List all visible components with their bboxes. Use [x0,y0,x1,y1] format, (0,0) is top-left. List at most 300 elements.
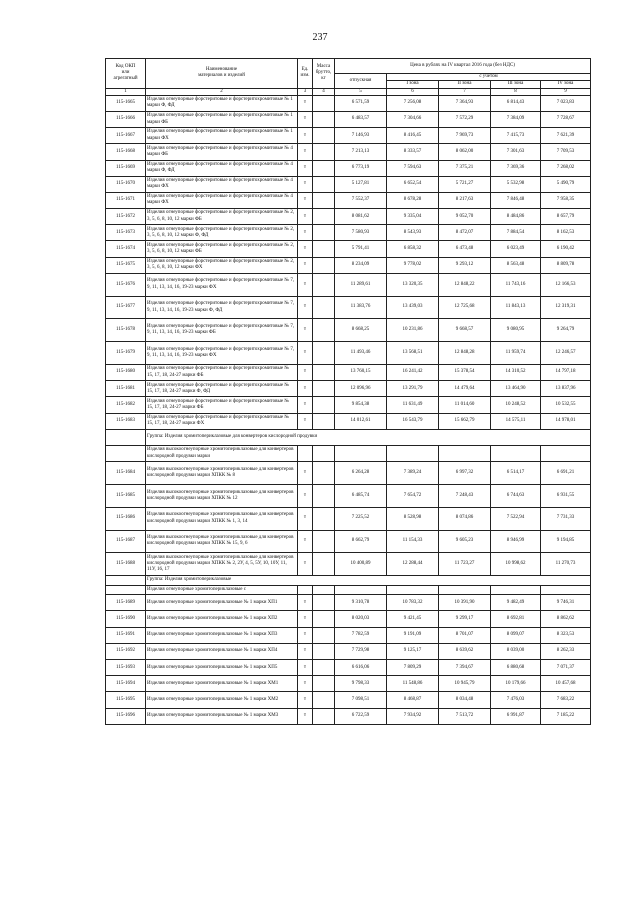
item-price: 7 185,22 [541,708,591,724]
item-name: Изделия огнеупорные форстеритовые и форстеритохромитовые № 2, 3, 5, 6, 8, 10, 12 марки ФБ [146,209,298,225]
item-unit: т [298,507,313,530]
item-price: 10 945,79 [439,676,491,692]
col-number: 3 [298,88,313,95]
item-mass [313,585,335,595]
item-price: 15 378,54 [439,365,491,381]
item-price: 9 293,12 [439,257,491,273]
item-code: 115-1674 [106,241,146,257]
item-price: 8 162,53 [541,225,591,241]
item-price: 11 843,13 [491,296,541,319]
item-price: 7 364,93 [439,95,491,111]
item-unit: т [298,530,313,553]
table-row [106,365,591,381]
item-code: 115-1679 [106,342,146,365]
item-price: 6 571,59 [335,95,387,111]
item-price [541,585,591,595]
item-price: 6 485,74 [335,484,387,507]
item-name: Изделия высокоогнеупорные хромитопериклазовые для конвертеров кислородной продувки марки [146,445,298,461]
item-code: 115-1688 [106,553,146,576]
item-price: 6 858,32 [387,241,439,257]
item-unit: т [298,708,313,724]
item-price: 7 071,37 [541,660,591,676]
item-price: 7 268,02 [541,160,591,176]
item-price: 7 782,59 [335,627,387,643]
item-code: 115-1691 [106,627,146,643]
item-price: 7 476,03 [491,692,541,708]
item-mass [313,192,335,208]
item-unit: т [298,381,313,397]
table-row [106,708,591,724]
item-unit: т [298,257,313,273]
item-price: 13 291,79 [387,381,439,397]
item-name: Изделия огнеупорные хромитопериклазовые № 1 марки ХП1 [146,595,298,611]
item-code: 115-1668 [106,144,146,160]
item-code: 115-1684 [106,462,146,485]
item-name: Изделия огнеупорные хромитопериклазовые № 1 марки ХМ2 [146,692,298,708]
item-price: 7 884,54 [491,225,541,241]
item-unit: т [298,660,313,676]
table-row [106,692,591,708]
item-price: 7 809,29 [387,660,439,676]
item-code: 115-1678 [106,319,146,342]
item-price: 12 288,44 [387,553,439,576]
item-price: 8 262,33 [541,643,591,659]
table-row [106,144,591,160]
item-price: 7 934,92 [387,708,439,724]
item-name: Изделия огнеупорные форстеритовые и форстеритохромитовые № 4 марки ФХ [146,176,298,192]
item-mass [313,225,335,241]
item-price: 8 062,00 [439,144,491,160]
header-code: Код ОКП или агрегатный [106,59,146,89]
item-price: 7 394,67 [439,660,491,676]
table-row [106,507,591,530]
item-price: 12 319,31 [541,296,591,319]
item-mass [313,365,335,381]
item-price: 8 692,81 [491,611,541,627]
item-unit: т [298,553,313,576]
table-row [106,397,591,413]
item-price: 13 837,96 [541,381,591,397]
item-code: 115-1683 [106,413,146,429]
item-price: 7 621,39 [541,128,591,144]
item-name: Изделия огнеупорные хромитопериклазовые № 1 марки ХМ1 [146,676,298,692]
item-price [439,585,491,595]
table-row [106,553,591,576]
item-unit: т [298,627,313,643]
item-code: 115-1681 [106,381,146,397]
item-mass [313,397,335,413]
item-price: 9 299,17 [439,611,491,627]
col-number: 9 [541,88,591,95]
column-numbers-row [106,88,591,95]
table-row [106,192,591,208]
item-price: 9 605,23 [439,530,491,553]
col-number: 5 [335,88,387,95]
item-price: 8 323,53 [541,627,591,643]
item-price: 10 231,86 [387,319,439,342]
item-name: Изделия огнеупорные форстеритовые и форстеритохромитовые № 15, 17, 18, 24-27 марки ФБ [146,397,298,413]
item-price: 9 798,33 [335,676,387,692]
table-row [106,462,591,485]
item-code: 115-1696 [106,708,146,724]
item-unit: т [298,397,313,413]
item-price: 7 369,36 [491,160,541,176]
item-mass [313,692,335,708]
item-price: 8 668,25 [335,319,387,342]
item-mass [313,209,335,225]
item-price: 16 241,42 [387,365,439,381]
item-price: 7 969,73 [439,128,491,144]
item-price [439,445,491,461]
item-unit: т [298,296,313,319]
item-mass [313,530,335,553]
item-price: 7 580,93 [335,225,387,241]
item-mass [313,643,335,659]
table-row [106,273,591,296]
item-name: Изделия огнеупорные форстеритовые и форстеритохромитовые № 15, 17, 18, 24-27 марки ФБ [146,365,298,381]
item-price: 9 335,04 [387,209,439,225]
item-price [541,445,591,461]
item-price: 9 052,70 [439,209,491,225]
item-unit: т [298,413,313,429]
table-row [106,445,591,461]
item-name: Изделия огнеупорные форстеритовые и форстеритохромитовые № 7, 9, 11, 13, 14, 16, 19-23 марки Ф, ФД [146,296,298,319]
item-code: 115-1673 [106,225,146,241]
item-price [387,585,439,595]
item-price: 7 389,24 [387,462,439,485]
item-price: 8 809,78 [541,257,591,273]
item-price: 13 568,51 [387,342,439,365]
item-price: 7 225,52 [335,507,387,530]
item-price: 14 310,52 [491,365,541,381]
item-price: 14 978,01 [541,413,591,429]
item-price: 11 014,60 [439,397,491,413]
item-price: 12 096,96 [335,381,387,397]
item-name: Изделия огнеупорные форстеритовые и форстеритохромитовые № 1 марки ФБ [146,111,298,127]
table-row [106,484,591,507]
item-price [335,585,387,595]
item-code: 115-1687 [106,530,146,553]
group-row [106,429,591,445]
item-price: 5 791,41 [335,241,387,257]
item-price: 10 532,55 [541,397,591,413]
item-unit: т [298,144,313,160]
item-price: 8 039,00 [491,643,541,659]
item-price: 10 457,68 [541,676,591,692]
item-price: 12 848,22 [439,273,491,296]
item-price: 9 854,38 [335,397,387,413]
item-price: 12 848,28 [439,342,491,365]
header-name: Наименование материалов и изделий [146,59,298,89]
col-number: 4 [313,88,335,95]
item-mass [313,95,335,111]
item-price [387,445,439,461]
item-name: Изделия огнеупорные форстеритовые и форстеритохромитовые № 1 марки Ф, ФД [146,95,298,111]
group-code-cell [106,576,146,586]
item-price: 7 023,83 [541,95,591,111]
item-price: 6 514,17 [491,462,541,485]
item-code: 115-1669 [106,160,146,176]
item-price: 11 493,46 [335,342,387,365]
item-mass [313,413,335,429]
table-row [106,176,591,192]
item-name: Изделия огнеупорные форстеритовые и форстеритохромитовые № 15, 17, 18, 24-27 марки ФХ [146,413,298,429]
item-price: 8 416,45 [387,128,439,144]
item-price: 11 743,16 [491,273,541,296]
item-mass [313,507,335,530]
item-name: Изделия огнеупорные форстеритовые и форстеритохромитовые № 7, 9, 11, 13, 14, 16, 19-23 марки ФХ [146,273,298,296]
table-row [106,595,591,611]
item-name: Изделия огнеупорные форстеритовые и форстеритохромитовые № 4 марки ФБ [146,144,298,160]
item-price: 11 959,74 [491,342,541,365]
table-row [106,643,591,659]
item-name: Изделия высокоогнеупорные хромитопериклазовые для конвертеров кислородной продувки марки ХПКК № 15, 9, 6 [146,530,298,553]
table-row [106,676,591,692]
item-price: 8 563,48 [491,257,541,273]
item-mass [313,176,335,192]
item-name: Изделия огнеупорные форстеритовые и форстеритохромитовые № 1 марки ФХ [146,128,298,144]
item-price: 9 194,85 [541,530,591,553]
table-row [106,225,591,241]
item-code: 115-1677 [106,296,146,319]
item-price: 7 098,51 [335,692,387,708]
item-unit: т [298,692,313,708]
item-price: 6 483,57 [335,111,387,127]
item-price: 7 304,66 [387,111,439,127]
item-unit: т [298,111,313,127]
table-row [106,160,591,176]
item-code [106,585,146,595]
table-row [106,611,591,627]
table-row [106,128,591,144]
item-price: 9 125,17 [387,643,439,659]
item-name: Изделия огнеупорные форстеритовые и форстеритохромитовые № 2, 3, 5, 6, 8, 10, 12 марки ФХ [146,257,298,273]
price-table [105,58,591,725]
item-unit: т [298,484,313,507]
item-price [335,445,387,461]
item-price: 7 301,63 [491,144,541,160]
item-name: Изделия огнеупорные хромитопериклазовые с [146,585,298,595]
item-unit: т [298,192,313,208]
item-price: 9 080,95 [491,319,541,342]
item-price: 8 074,86 [439,507,491,530]
item-code: 115-1689 [106,595,146,611]
item-code: 115-1693 [106,660,146,676]
item-unit: т [298,462,313,485]
item-mass [313,462,335,485]
header-price: Цена в рублях на IV квартал 2016 года (без НДС) [335,59,591,74]
group-code-cell [106,429,146,445]
item-unit: т [298,643,313,659]
item-price: 8 678,28 [387,192,439,208]
item-price: 6 773,19 [335,160,387,176]
item-unit: т [298,176,313,192]
col-number: 2 [146,88,298,95]
item-price: 8 234,09 [335,257,387,273]
item-mass [313,627,335,643]
table-row [106,111,591,127]
header-mass: Масса брутто, кг [313,59,335,89]
item-mass [313,611,335,627]
item-name: Изделия огнеупорные форстеритовые и форстеритохромитовые № 4 марки ФХ [146,192,298,208]
item-price: 5 532,98 [491,176,541,192]
item-mass [313,111,335,127]
item-price: 13 320,35 [387,273,439,296]
item-price: 7 522,94 [491,507,541,530]
item-price: 9 421,45 [387,611,439,627]
item-price: 6 997,32 [439,462,491,485]
item-mass [313,484,335,507]
item-price: 14 575,11 [491,413,541,429]
table-row [106,319,591,342]
item-mass [313,381,335,397]
item-price: 7 146,93 [335,128,387,144]
item-unit: т [298,95,313,111]
table-row [106,95,591,111]
table-row [106,296,591,319]
item-price: 16 543,79 [387,413,439,429]
item-name: Изделия огнеупорные хромитопериклазовые № 1 марки ХП4 [146,643,298,659]
item-code: 115-1692 [106,643,146,659]
item-price: 7 731,33 [541,507,591,530]
item-price: 5 127,81 [335,176,387,192]
item-price: 7 572,29 [439,111,491,127]
item-price: 10 179,66 [491,676,541,692]
item-price: 13 760,15 [335,365,387,381]
item-price: 11 154,33 [387,530,439,553]
item-unit: т [298,319,313,342]
table-row [106,627,591,643]
item-unit: т [298,128,313,144]
item-code [106,445,146,461]
item-price: 7 384,09 [491,111,541,127]
item-price: 15 662,79 [439,413,491,429]
header-zone2: II зона [439,81,491,88]
item-price: 11 270,73 [541,553,591,576]
item-price: 7 958,35 [541,192,591,208]
item-code: 115-1695 [106,692,146,708]
item-mass [313,342,335,365]
item-unit [298,445,313,461]
item-mass [313,553,335,576]
header-wholesale: отпускная [335,74,387,89]
item-unit: т [298,611,313,627]
item-price: 14 012,61 [335,413,387,429]
col-number: 8 [491,88,541,95]
item-price: 8 020,03 [335,611,387,627]
item-price: 8 657,79 [541,209,591,225]
header-zone3: III зона [491,81,541,88]
item-price: 7 683,22 [541,692,591,708]
item-code: 115-1682 [106,397,146,413]
item-name: Изделия огнеупорные хромитопериклазовые № 1 марки ХП3 [146,627,298,643]
item-code: 115-1667 [106,128,146,144]
item-mass [313,257,335,273]
col-number: 1 [106,88,146,95]
item-unit: т [298,209,313,225]
item-price: 8 543,93 [387,225,439,241]
item-price: 10 783,32 [387,595,439,611]
item-price: 9 778,02 [387,257,439,273]
item-unit: т [298,676,313,692]
item-name: Изделия огнеупорные форстеритовые и форстеритохромитовые № 4 марки Ф, ФД [146,160,298,176]
table-row [106,585,591,595]
item-price: 9 482,49 [491,595,541,611]
item-price: 10 998,62 [491,553,541,576]
item-name: Изделия высокоогнеупорные хромитопериклазовые для конвертеров кислородной продувки марки ХПКК № 2, 2У, 4, 5, 5У, 10, 10У, 11, 11У, 16, 17 [146,553,298,576]
table-row [106,257,591,273]
item-price: 8 333,57 [387,144,439,160]
item-price: 8 862,62 [541,611,591,627]
table-body [106,95,591,724]
item-price: 9 746,31 [541,595,591,611]
item-name: Изделия огнеупорные форстеритовые и форстеритохромитовые № 7, 9, 11, 13, 14, 16, 19-23 марки ФБ [146,319,298,342]
item-name: Изделия огнеупорные форстеритовые и форстеритохромитовые № 2, 3, 5, 6, 8, 10, 12 марки Ф, ФД [146,225,298,241]
item-price: 7 594,63 [387,160,439,176]
item-mass [313,160,335,176]
table-row [106,342,591,365]
item-price: 6 190,42 [541,241,591,257]
item-code: 115-1680 [106,365,146,381]
item-price: 7 709,53 [541,144,591,160]
item-price: 6 652,54 [387,176,439,192]
item-price: 7 415,73 [491,128,541,144]
table-row [106,660,591,676]
item-price: 7 552,37 [335,192,387,208]
item-price: 6 744,63 [491,484,541,507]
item-code: 115-1694 [106,676,146,692]
item-price: 6 691,21 [541,462,591,485]
item-price [491,585,541,595]
item-code: 115-1690 [106,611,146,627]
item-price: 8 701,07 [439,627,491,643]
col-number: 7 [439,88,491,95]
item-mass [313,445,335,461]
item-unit [298,585,313,595]
item-unit: т [298,365,313,381]
item-price: 5 721,27 [439,176,491,192]
item-name: Изделия огнеупорные хромитопериклазовые № 1 марки ХП5 [146,660,298,676]
table-row [106,413,591,429]
item-price: 7 728,67 [541,111,591,127]
item-price: 9 310,78 [335,595,387,611]
item-price: 7 256,08 [387,95,439,111]
item-name: Изделия высокоогнеупорные хромитопериклазовые для конвертеров кислородной продувки марки ХПКК № 1, 3, 14 [146,507,298,530]
item-code: 115-1670 [106,176,146,192]
item-unit: т [298,595,313,611]
item-price: 7 729,98 [335,643,387,659]
item-price: 11 723,27 [439,553,491,576]
group-title: Группа: Изделия хромитопериклазовые для конвертеров кислородной продувки [146,429,591,445]
item-price: 8 484,86 [491,209,541,225]
item-price: 7 248,43 [439,484,491,507]
item-price: 6 931,55 [541,484,591,507]
item-price: 7 513,72 [439,708,491,724]
item-unit: т [298,273,313,296]
item-code: 115-1671 [106,192,146,208]
item-price: 10 391,90 [439,595,491,611]
item-price [491,445,541,461]
group-row [106,576,591,586]
header-zone4: IV зона [541,81,591,88]
col-number: 6 [387,88,439,95]
header-unit: Ед. изм. [298,59,313,89]
table-row [106,530,591,553]
item-price: 12 725,68 [439,296,491,319]
item-mass [313,296,335,319]
item-mass [313,273,335,296]
item-price: 8 946,99 [491,530,541,553]
